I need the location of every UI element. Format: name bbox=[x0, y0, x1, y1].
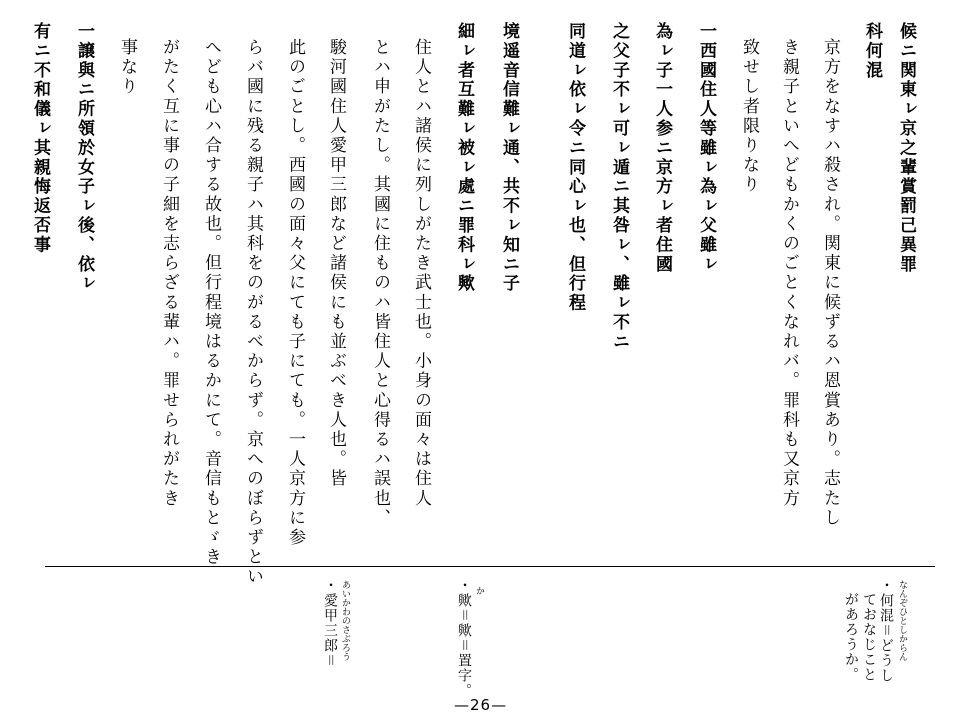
note-ruby: か bbox=[474, 586, 484, 595]
text-column: へども心ハ合する故也。但行程境はるかにて。音信もとゞき bbox=[201, 38, 221, 568]
note-line: ・歟＝歟＝置字。 bbox=[456, 578, 472, 698]
text-column: らバ國に残る親子ハ其科をのがるべからず。京へのぼらずとい bbox=[243, 38, 263, 587]
text-column: 同道ㇾ依ㇾ令ニ同心ㇾ也、但行程 bbox=[565, 22, 585, 313]
text-column: 為ㇾ子一人参ニ京方ㇾ者住國 bbox=[652, 22, 672, 275]
text-column: 一西國住人等雖ㇾ為ㇾ父雖ㇾ bbox=[696, 22, 716, 275]
note-line: があろうか。 bbox=[843, 592, 859, 682]
text-column: 住人とハ諸侯に列しがたき武士也。小身の面々は住人 bbox=[411, 38, 431, 509]
text-column: 事なり bbox=[117, 38, 137, 97]
text-column: 駿河國住人愛甲三郎など諸侯にも並ぶべき人也。皆 bbox=[326, 38, 346, 489]
text-column: 致せし者限りなり bbox=[739, 38, 759, 195]
note-line: ・何混＝どうし bbox=[878, 578, 894, 683]
page-number: —26— bbox=[454, 696, 508, 714]
note-line: ておなじこと bbox=[861, 592, 877, 682]
text-column: き親子といへどもかくのごとくなれバ。罪科も又京方 bbox=[779, 38, 799, 509]
text-column: 京方をなすハ殺され。関東に候ずるハ恩賞あり。志たし bbox=[820, 38, 840, 528]
text-column: とハ申がたし。其國に住ものハ皆住人と心得るハ誤也、 bbox=[370, 38, 390, 528]
text-column: 科何混 bbox=[862, 22, 882, 81]
text-column: 細ㇾ者互難ㇾ被ㇾ處ニ罪科ㇾ歟 bbox=[454, 22, 474, 294]
text-column: 一譲與ニ所領於女子ㇾ後、依ㇾ bbox=[74, 22, 94, 294]
text-column: 有ニ不和儀ㇾ其親悔返否事 bbox=[30, 22, 50, 255]
text-column: 此のごとし。西國の面々父にても子にても。一人京方に参 bbox=[285, 38, 305, 548]
text-column: 境遥音信難ㇾ通、共不ㇾ知ニ子 bbox=[499, 22, 519, 294]
text-column: がたく互に事の子細を志らざる輩ハ。罪せられがたき bbox=[159, 38, 179, 509]
footnote-divider bbox=[45, 566, 935, 567]
text-column: 候ニ関東ㇾ京之輩賞罰己異罪 bbox=[896, 22, 916, 275]
note-ruby: あいかわのさぶろう bbox=[340, 580, 350, 661]
note-line: ・愛甲三郎＝ bbox=[322, 578, 338, 668]
note-ruby: なんぞひとしからん bbox=[897, 580, 907, 661]
text-column: 之父子不ㇾ可ㇾ遁ニ其咎ㇾ、雖ㇾ不ニ bbox=[609, 22, 629, 352]
